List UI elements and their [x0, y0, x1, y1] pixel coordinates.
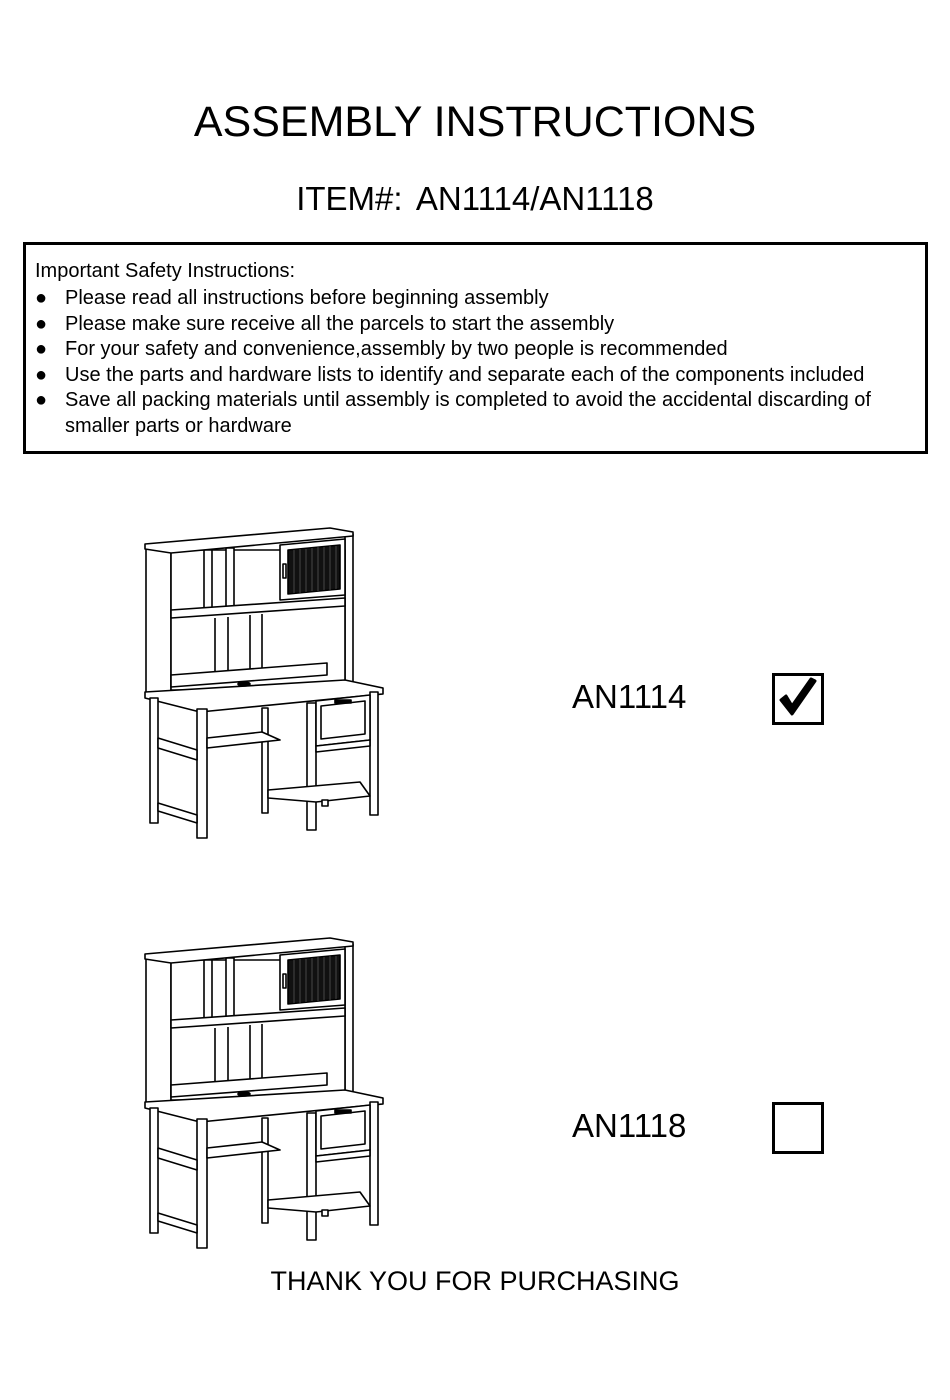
safety-item-text: Use the parts and hardware lists to identify and separate each of the components included — [65, 363, 865, 386]
bullet-icon: ● — [35, 389, 48, 412]
bullet-icon: ● — [35, 312, 48, 335]
model-label-an1118: AN1118 — [572, 1107, 687, 1144]
safety-item-text: Please read all instructions before beginning assembly — [65, 287, 549, 309]
desk-illustration-an1114 — [140, 520, 390, 840]
model-label-an1114: AN1114 — [572, 678, 687, 715]
checkmark-icon — [775, 676, 821, 722]
desk-illustration-an1118 — [140, 930, 390, 1250]
safety-item — [26, 286, 895, 312]
safety-instructions-box — [23, 242, 928, 454]
safety-item — [26, 388, 895, 439]
safety-item — [26, 312, 895, 338]
checkbox-an1118[interactable] — [772, 1102, 824, 1154]
bullet-icon: ● — [35, 338, 48, 361]
safety-list — [26, 286, 895, 440]
item-number: ITEM#: AN1114/AN1118 — [296, 180, 654, 217]
bullet-icon: ● — [35, 287, 48, 309]
page-title: ASSEMBLY INSTRUCTIONS — [193, 98, 757, 146]
safety-item — [26, 337, 895, 363]
safety-item-text: For your safety and convenience,assembly by two people is recommended — [65, 338, 728, 361]
safety-item — [26, 363, 895, 389]
footer-thank-you: THANK YOU FOR PURCHASING — [270, 1266, 680, 1296]
safety-item-text: Save all packing materials until assembly is completed to avoid the accidental discarding of smaller parts or hardware — [65, 389, 871, 437]
safety-item-text: Please make sure receive all the parcels to start the assembly — [65, 312, 615, 335]
safety-heading: Important Safety Instructions: — [35, 260, 296, 282]
bullet-icon: ● — [35, 363, 48, 386]
checkbox-an1114[interactable] — [772, 673, 824, 725]
